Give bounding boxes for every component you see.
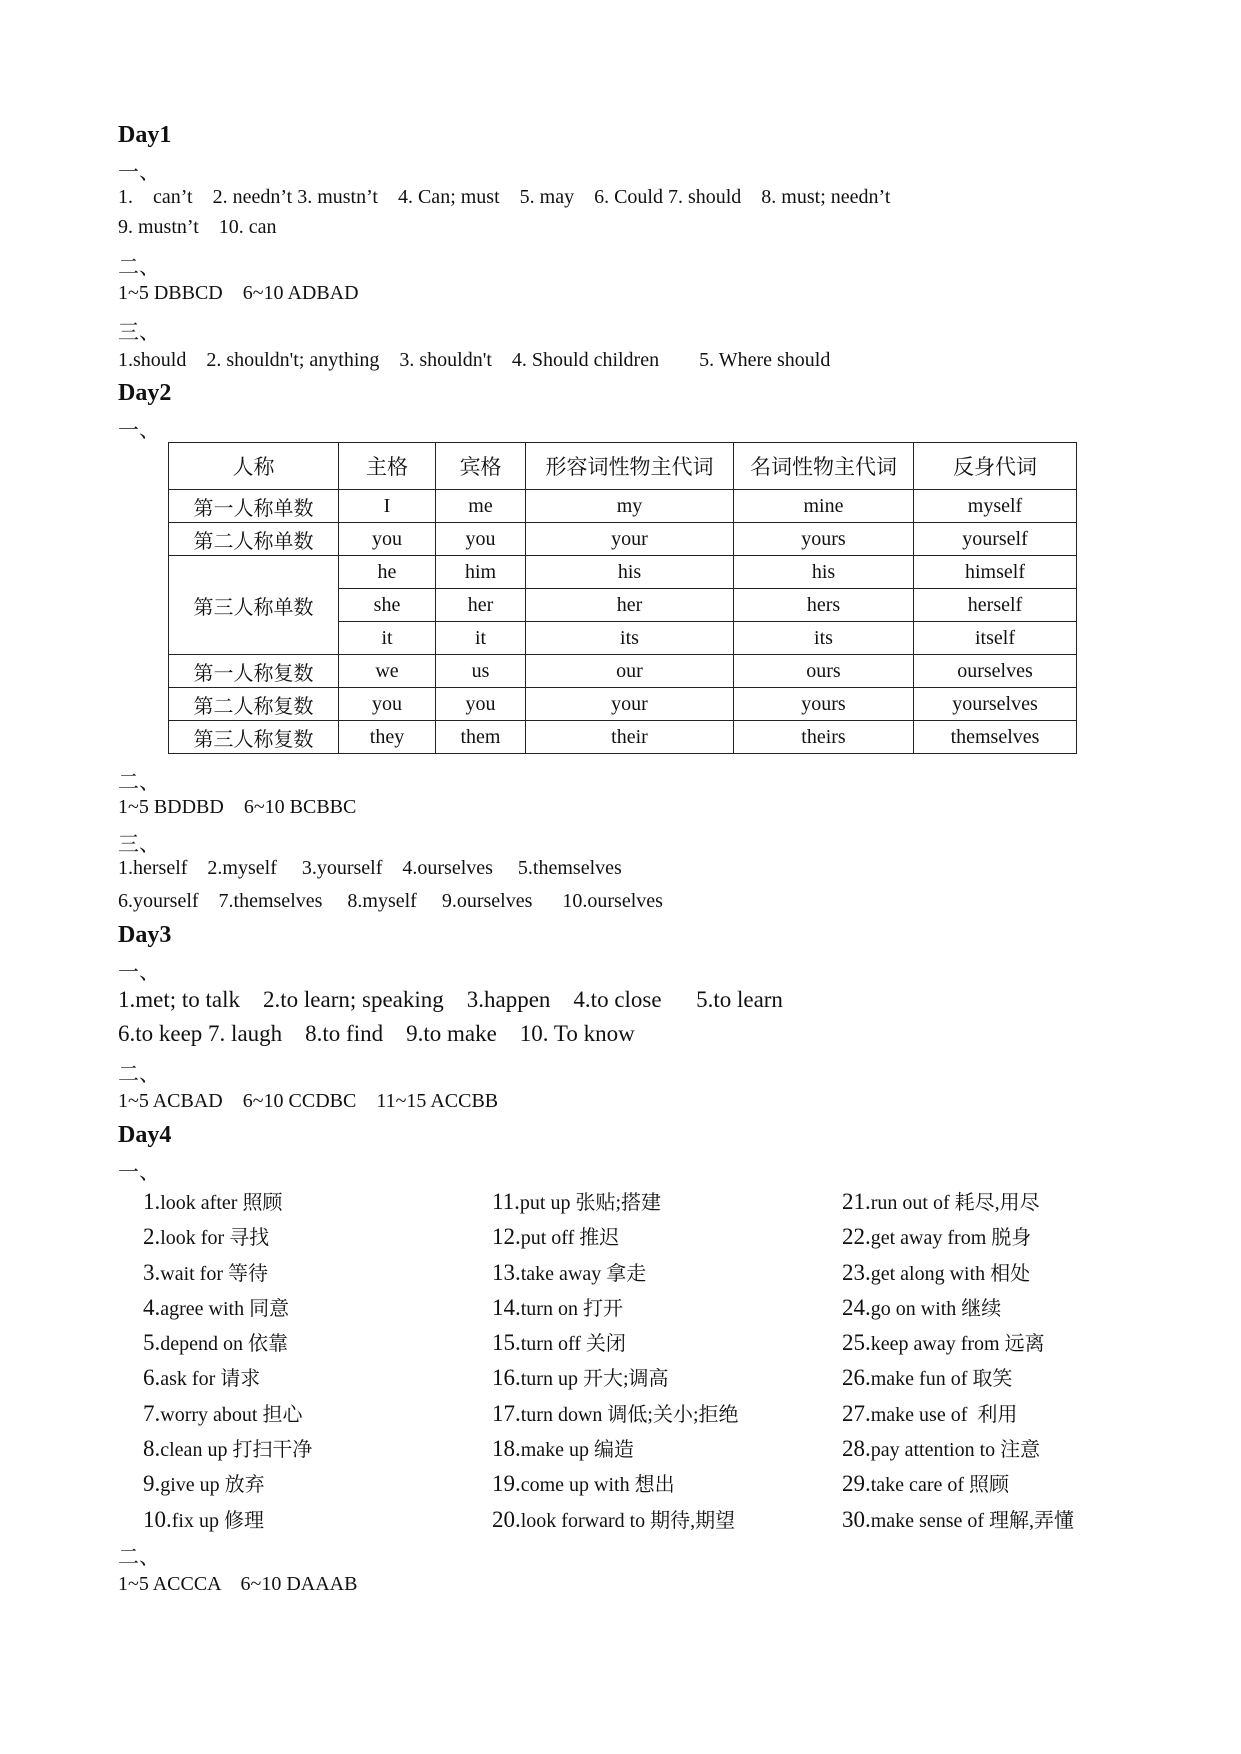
table-cell: her xyxy=(526,589,734,622)
day2-section3-heading: 三、 xyxy=(118,832,160,856)
phrase-item: 11.put up 张贴;搭建 xyxy=(492,1189,662,1214)
table-row xyxy=(169,523,1077,556)
phrase-item: 3.wait for 等待 xyxy=(143,1260,269,1285)
table-cell: them xyxy=(436,721,526,754)
day4-section2-heading: 二、 xyxy=(118,1545,160,1569)
table-cell: me xyxy=(436,490,526,523)
table-cell: themselves xyxy=(914,721,1077,754)
day2-title: Day2 xyxy=(118,380,172,406)
table-header-row xyxy=(169,443,1077,490)
phrase-item: 9.give up 放弃 xyxy=(143,1471,265,1496)
phrase-item: 13.take away 拿走 xyxy=(492,1260,647,1285)
table-cell: yours xyxy=(734,523,914,556)
table-cell: it xyxy=(339,622,436,655)
table-cell: he xyxy=(339,556,436,589)
day1-section2-line1: 1~5 DBBCD 6~10 ADBAD xyxy=(118,282,359,304)
header-cell: 形容词性物主代词 xyxy=(526,443,734,490)
phrase-item: 18.make up 编造 xyxy=(492,1436,635,1461)
table-cell: its xyxy=(526,622,734,655)
table-cell: 第二人称单数 xyxy=(169,523,339,556)
table-cell: our xyxy=(526,655,734,688)
header-cell: 反身代词 xyxy=(914,443,1077,490)
table-cell: ours xyxy=(734,655,914,688)
table-cell: 第三人称复数 xyxy=(169,721,339,754)
table-cell: we xyxy=(339,655,436,688)
table-cell: 第一人称单数 xyxy=(169,490,339,523)
table-cell: yourself xyxy=(914,523,1077,556)
table-cell: his xyxy=(734,556,914,589)
table-cell: his xyxy=(526,556,734,589)
table-cell: their xyxy=(526,721,734,754)
table-cell: they xyxy=(339,721,436,754)
table-cell: himself xyxy=(914,556,1077,589)
day2-section2-heading: 二、 xyxy=(118,770,160,794)
table-cell-third-person-singular: 第三人称单数 xyxy=(169,556,339,655)
day3-section2-heading: 二、 xyxy=(118,1062,160,1086)
table-cell: 第二人称复数 xyxy=(169,688,339,721)
phrase-item: 12.put off 推迟 xyxy=(492,1224,620,1249)
table-cell: myself xyxy=(914,490,1077,523)
phrase-item: 28.pay attention to 注意 xyxy=(842,1436,1041,1461)
header-cell: 宾格 xyxy=(436,443,526,490)
table-cell: it xyxy=(436,622,526,655)
table-cell: herself xyxy=(914,589,1077,622)
table-cell: its xyxy=(734,622,914,655)
table-row xyxy=(169,688,1077,721)
day1-section1-heading: 一、 xyxy=(118,160,160,184)
day1-section3-line1: 1.should 2. shouldn't; anything 3. shouldn't 4. Should children 5. Where should xyxy=(118,349,831,371)
table-cell: I xyxy=(339,490,436,523)
table-cell: she xyxy=(339,589,436,622)
day1-title: Day1 xyxy=(118,122,172,148)
table-cell: you xyxy=(436,688,526,721)
phrase-item: 7.worry about 担心 xyxy=(143,1401,303,1426)
phrase-item: 30.make sense of 理解,弄懂 xyxy=(842,1507,1075,1532)
table-cell: hers xyxy=(734,589,914,622)
table-cell: him xyxy=(436,556,526,589)
day1-section1-line2: 9. mustn’t 10. can xyxy=(118,216,277,238)
phrase-item: 29.take care of 照顾 xyxy=(842,1471,1010,1496)
day3-section1-heading: 一、 xyxy=(118,960,160,984)
phrase-item: 14.turn on 打开 xyxy=(492,1295,623,1320)
day4-section2-line1: 1~5 ACCCA 6~10 DAAAB xyxy=(118,1573,358,1595)
phrase-item: 24.go on with 继续 xyxy=(842,1295,1002,1320)
day3-title: Day3 xyxy=(118,922,172,948)
table-cell: you xyxy=(339,523,436,556)
table-row xyxy=(169,556,1077,589)
phrase-item: 4.agree with 同意 xyxy=(143,1295,290,1320)
phrase-item: 25.keep away from 远离 xyxy=(842,1330,1045,1355)
table-cell: you xyxy=(436,523,526,556)
day2-section1-heading: 一、 xyxy=(118,418,160,442)
header-cell: 人称 xyxy=(169,443,339,490)
day3-section1-line2: 6.to keep 7. laugh 8.to find 9.to make 10. To know xyxy=(118,1021,635,1046)
day3-section1-line1: 1.met; to talk 2.to learn; speaking 3.happen 4.to close 5.to learn xyxy=(118,987,783,1012)
phrase-item: 17.turn down 调低;关小;拒绝 xyxy=(492,1401,739,1426)
phrase-item: 22.get away from 脱身 xyxy=(842,1224,1032,1249)
day4-section1-heading: 一、 xyxy=(118,1160,160,1184)
table-cell: 第一人称复数 xyxy=(169,655,339,688)
table-cell: mine xyxy=(734,490,914,523)
phrase-item: 10.fix up 修理 xyxy=(143,1507,264,1532)
table-cell: itself xyxy=(914,622,1077,655)
table-row xyxy=(169,721,1077,754)
day2-section3-line1: 1.herself 2.myself 3.yourself 4.ourselves 5.themselves xyxy=(118,857,622,879)
table-row xyxy=(169,655,1077,688)
day2-section3-line2: 6.yourself 7.themselves 8.myself 9.ourselves 10.ourselves xyxy=(118,890,663,912)
phrase-item: 1.look after 照顾 xyxy=(143,1189,283,1214)
phrase-item: 8.clean up 打扫干净 xyxy=(143,1436,313,1461)
table-cell: us xyxy=(436,655,526,688)
table-cell: you xyxy=(339,688,436,721)
phrase-item: 19.come up with 想出 xyxy=(492,1471,675,1496)
table-cell: yours xyxy=(734,688,914,721)
phrase-item: 27.make use of 利用 xyxy=(842,1401,1018,1426)
table-cell: her xyxy=(436,589,526,622)
day1-section3-heading: 三、 xyxy=(118,320,160,344)
day4-title: Day4 xyxy=(118,1122,172,1148)
table-cell: theirs xyxy=(734,721,914,754)
phrase-item: 5.depend on 依靠 xyxy=(143,1330,289,1355)
header-cell: 名词性物主代词 xyxy=(734,443,914,490)
table-cell: yourselves xyxy=(914,688,1077,721)
table-cell: your xyxy=(526,688,734,721)
phrase-item: 20.look forward to 期待,期望 xyxy=(492,1507,736,1532)
phrase-item: 6.ask for 请求 xyxy=(143,1365,261,1390)
day1-section2-heading: 二、 xyxy=(118,255,160,279)
phrase-item: 16.turn up 开大;调高 xyxy=(492,1365,669,1390)
day1-section1-line1: 1. can’t 2. needn’t 3. mustn’t 4. Can; must 5. may 6. Could 7. should 8. must; needn’t xyxy=(118,186,891,208)
table-row xyxy=(169,490,1077,523)
pronoun-table xyxy=(168,442,1077,754)
phrase-item: 2.look for 寻找 xyxy=(143,1224,270,1249)
phrase-item: 26.make fun of 取笑 xyxy=(842,1365,1013,1390)
phrase-item: 23.get along with 相处 xyxy=(842,1260,1031,1285)
header-cell: 主格 xyxy=(339,443,436,490)
table-cell: ourselves xyxy=(914,655,1077,688)
table-cell: my xyxy=(526,490,734,523)
table-cell: your xyxy=(526,523,734,556)
day3-section2-line1: 1~5 ACBAD 6~10 CCDBC 11~15 ACCBB xyxy=(118,1090,499,1112)
phrase-item: 15.turn off 关闭 xyxy=(492,1330,626,1355)
day2-section2-line1: 1~5 BDDBD 6~10 BCBBC xyxy=(118,796,357,818)
phrase-item: 21.run out of 耗尽,用尽 xyxy=(842,1189,1040,1214)
